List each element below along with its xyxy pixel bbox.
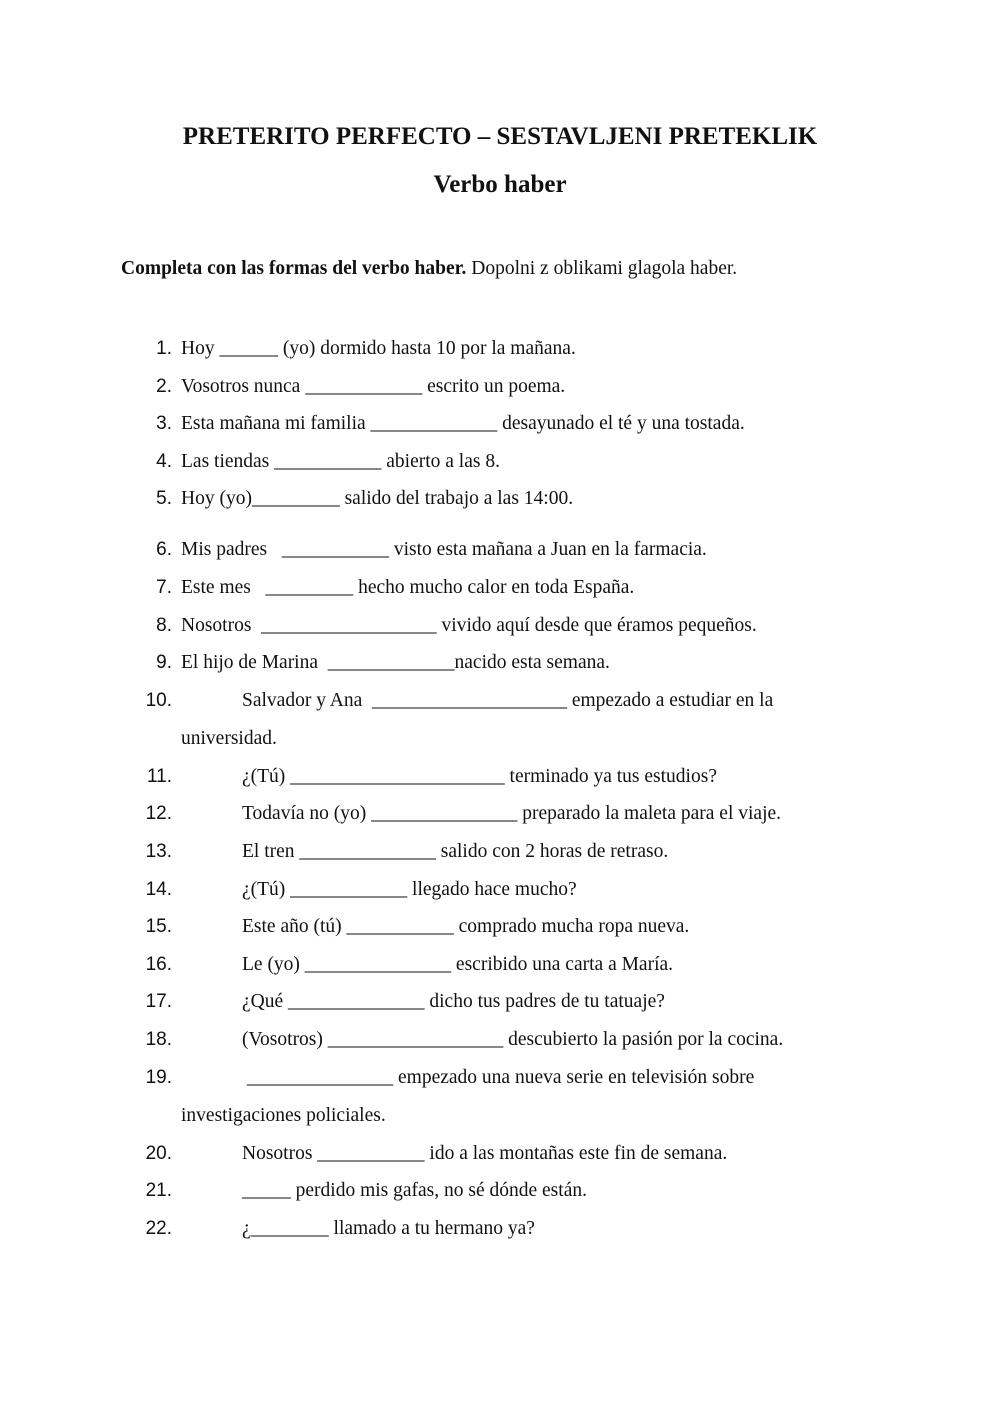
item-text-continuation: investigaciones policiales.: [181, 1105, 386, 1126]
item-number: 3.: [156, 413, 172, 434]
item-number: 9.: [156, 652, 172, 673]
item-number: 14.: [145, 879, 172, 900]
item-text: Este mes _________ hecho mucho calor en toda España.: [181, 577, 635, 598]
instruction-spanish: Completa con las formas del verbo haber.: [121, 258, 467, 279]
item-number: 17.: [145, 991, 172, 1012]
item-number: 20.: [145, 1143, 172, 1164]
item-text: _____ perdido mis gafas, no sé dónde están.: [242, 1180, 587, 1201]
item-text: (Vosotros) __________________ descubierto la pasión por la cocina.: [242, 1029, 784, 1050]
worksheet-subtitle: Verbo haber: [433, 171, 567, 198]
item-number: 6.: [156, 539, 172, 560]
item-text: ¿(Tú) ____________ llegado hace mucho?: [242, 879, 577, 900]
item-number: 7.: [156, 577, 172, 598]
item-text: Las tiendas ___________ abierto a las 8.: [181, 451, 500, 472]
item-number: 19.: [145, 1067, 172, 1088]
item-number: 22.: [145, 1218, 172, 1239]
item-text: Nosotros ___________ ido a las montañas este fin de semana.: [242, 1143, 728, 1164]
item-text: Todavía no (yo) _______________ preparado la maleta para el viaje.: [242, 803, 782, 824]
item-number: 5.: [156, 488, 172, 509]
item-text: ¿Qué ______________ dicho tus padres de tu tatuaje?: [242, 991, 665, 1012]
item-number: 2.: [156, 376, 172, 397]
item-text: Nosotros __________________ vivido aquí desde que éramos pequeños.: [181, 615, 757, 636]
item-text-continuation: universidad.: [181, 728, 277, 749]
item-number: 4.: [156, 451, 172, 472]
item-text: Salvador y Ana ____________________ empezado a estudiar en la: [242, 690, 774, 711]
item-text: Le (yo) _______________ escribido una carta a María.: [242, 954, 674, 975]
item-text: Hoy ______ (yo) dormido hasta 10 por la mañana.: [181, 338, 576, 359]
item-number: 15.: [145, 916, 172, 937]
item-text: El tren ______________ salido con 2 horas de retraso.: [242, 841, 669, 862]
item-number: 1.: [156, 338, 172, 359]
item-text: Hoy (yo)_________ salido del trabajo a las 14:00.: [181, 488, 574, 509]
instruction-slovene: Dopolni z oblikami glagola haber.: [466, 258, 738, 279]
item-number: 16.: [145, 954, 172, 975]
item-number: 12.: [145, 803, 172, 824]
item-number: 11.: [146, 766, 172, 787]
item-text: Esta mañana mi familia _____________ desayunado el té y una tostada.: [181, 413, 745, 434]
item-text: Este año (tú) ___________ comprado mucha ropa nueva.: [242, 916, 690, 937]
item-number: 18.: [145, 1029, 172, 1050]
item-text: _______________ empezado una nueva serie en televisión sobre: [242, 1067, 755, 1088]
item-text: El hijo de Marina _____________nacido esta semana.: [181, 652, 610, 673]
instruction: [121, 258, 737, 280]
item-number: 21.: [145, 1180, 172, 1201]
item-text: ¿________ llamado a tu hermano ya?: [242, 1218, 535, 1239]
item-number: 8.: [156, 615, 172, 636]
item-number: 10.: [145, 690, 172, 711]
worksheet-title: PRETERITO PERFECTO – SESTAVLJENI PRETEKLIK: [182, 123, 818, 150]
item-number: 13.: [145, 841, 172, 862]
item-text: ¿(Tú) ______________________ terminado ya tus estudios?: [242, 766, 717, 787]
item-text: Mis padres ___________ visto esta mañana a Juan en la farmacia.: [181, 539, 707, 560]
item-text: Vosotros nunca ____________ escrito un poema.: [181, 376, 566, 397]
